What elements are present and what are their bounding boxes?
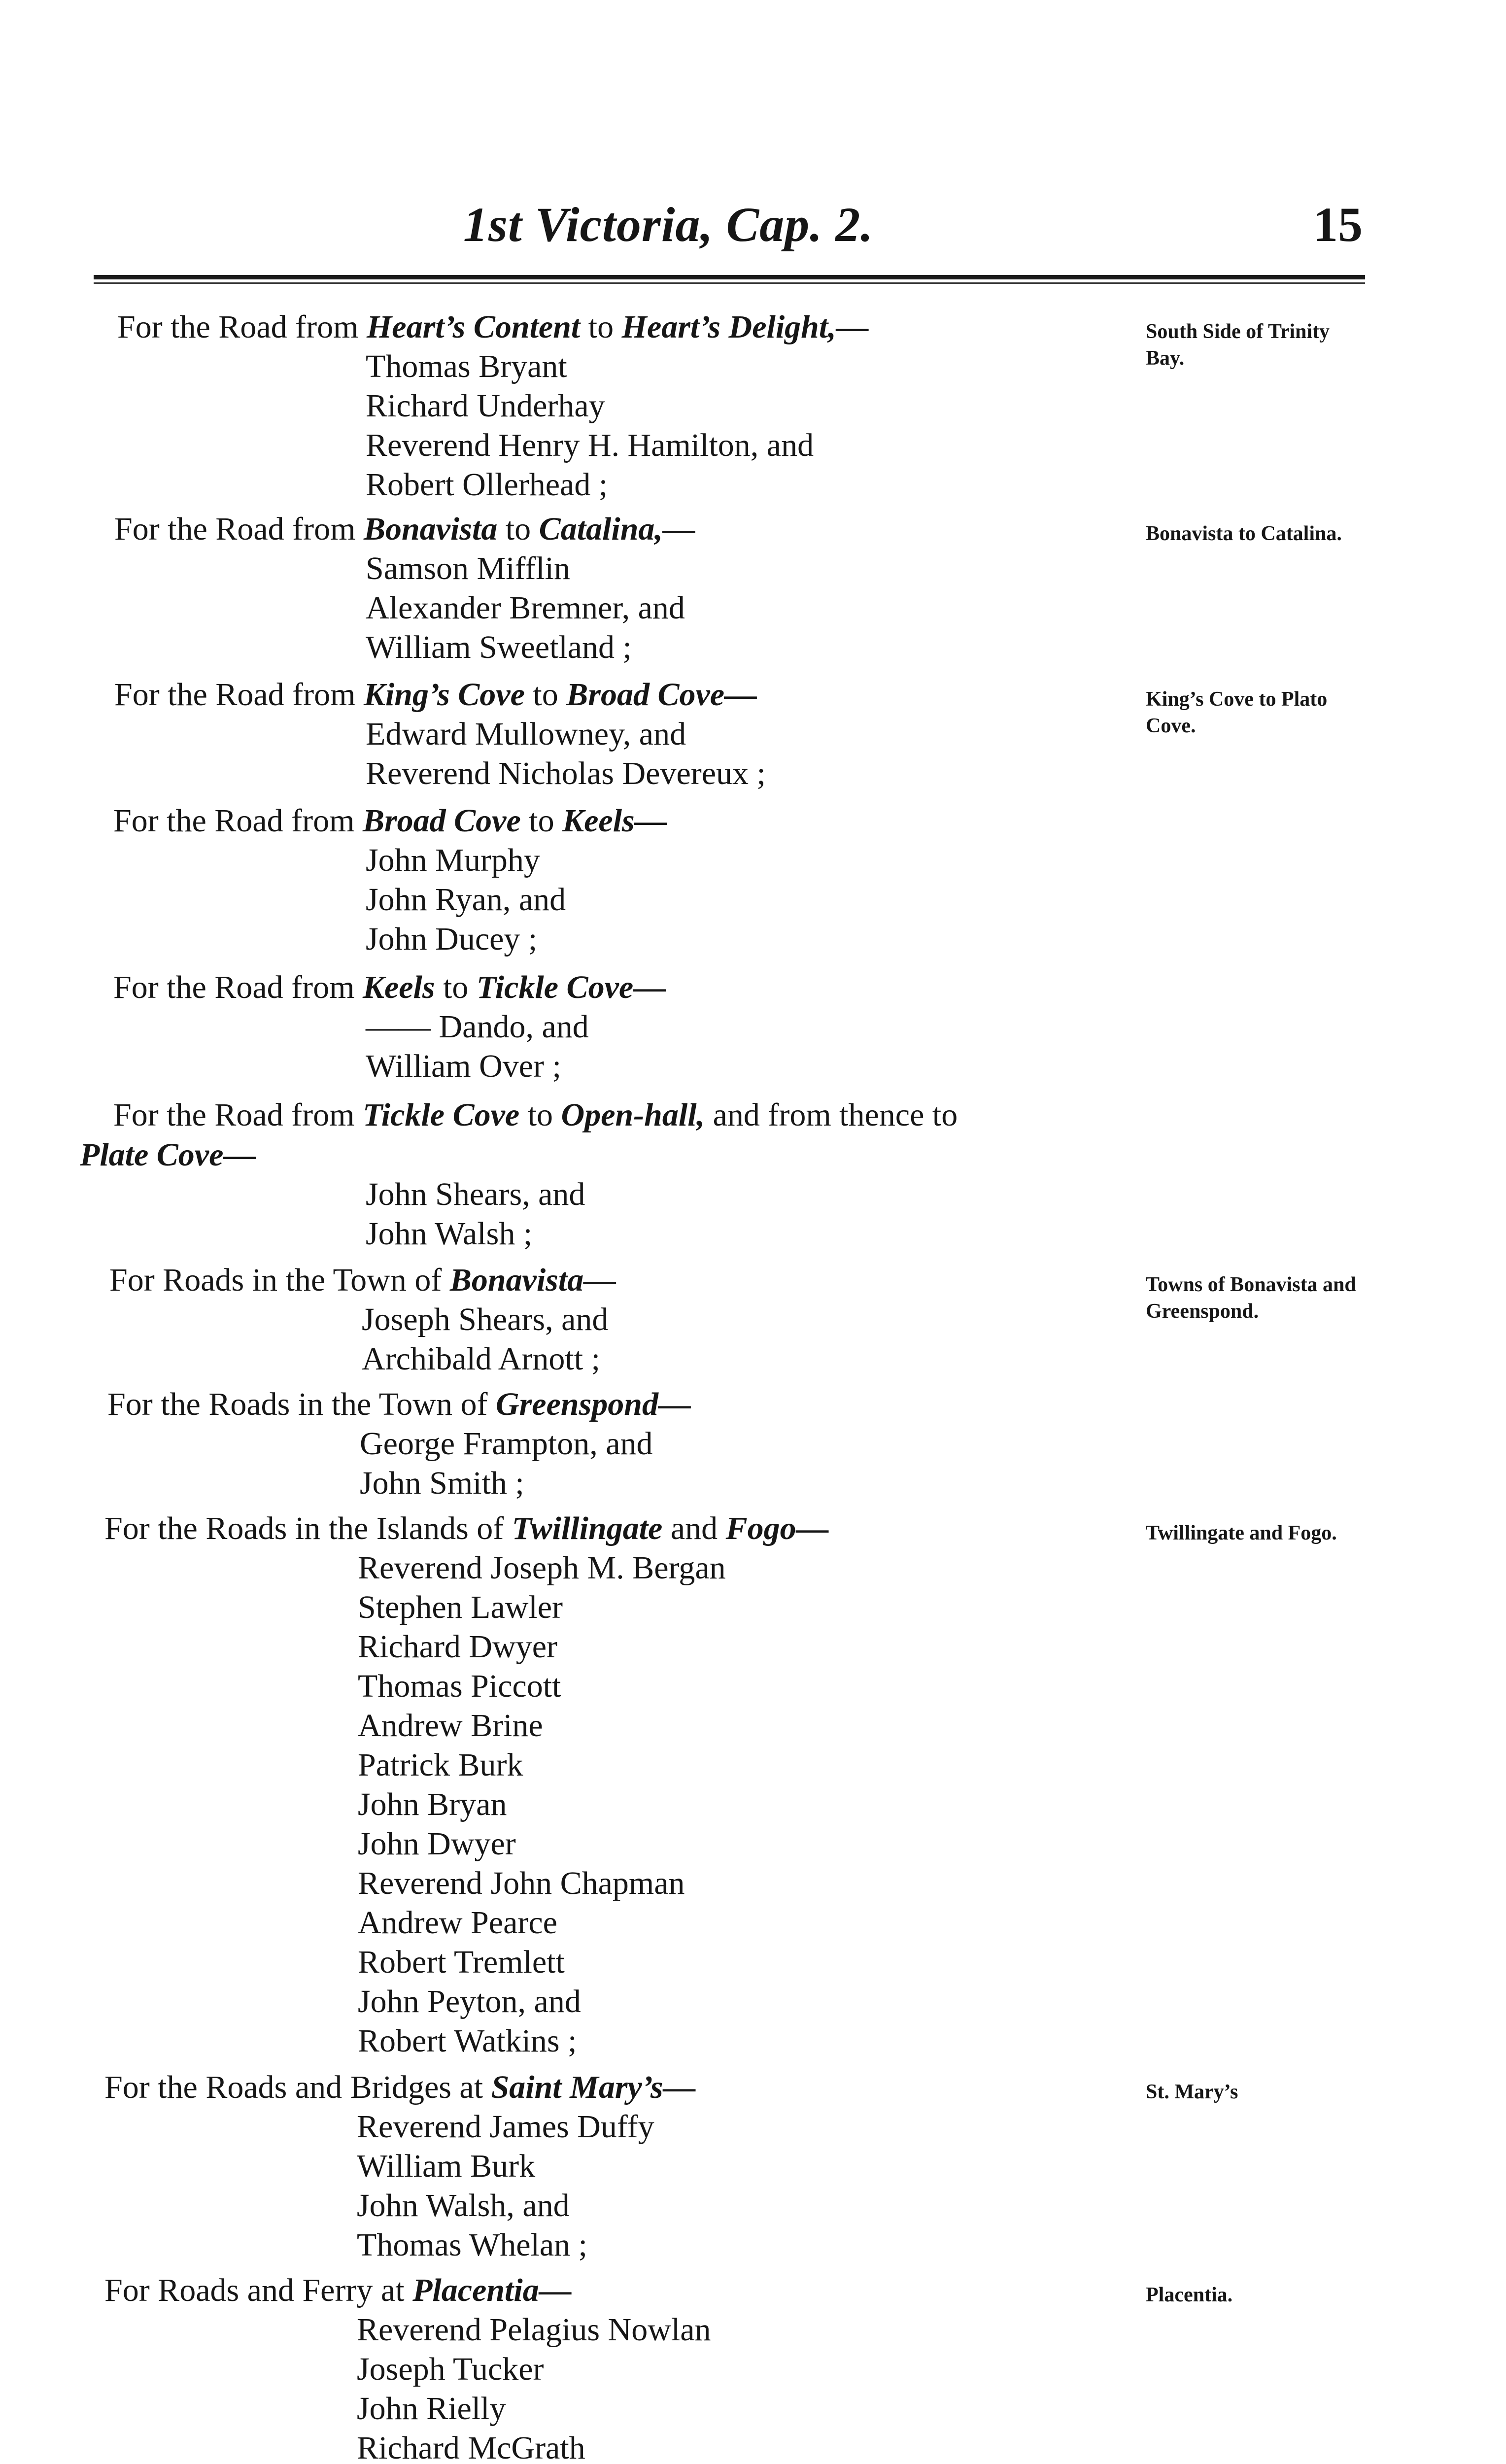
margin-note: King’s Cove to Plato Cove. (1146, 688, 1328, 737)
commissioner-list (357, 2107, 1506, 2265)
road-entry (0, 1509, 1506, 2061)
commissioner-list (358, 1548, 1506, 2061)
commissioner-name: Andrew Pearce (358, 1905, 557, 1941)
place-name: Bonavista (363, 511, 498, 547)
margin-note: Placentia. (1146, 2284, 1233, 2306)
commissioner-name: Joseph Shears, and (362, 1301, 609, 1337)
commissioner-list (366, 1007, 1506, 1086)
place-name: Keels (362, 969, 435, 1005)
page-header (0, 196, 1506, 260)
commissioner-name: Richard Underhay (366, 388, 605, 424)
commissioner-name: George Frampton, and (360, 1426, 653, 1462)
place-name: Greenspond— (495, 1386, 691, 1422)
commissioner-list (366, 549, 1506, 667)
place-name: King’s Cove (363, 677, 525, 713)
place-name: Placentia— (412, 2272, 572, 2308)
commissioner-name: Thomas Whelan ; (357, 2227, 587, 2263)
commissioner-name: Richard McGrath (357, 2430, 585, 2464)
commissioner-name: John Walsh ; (366, 1216, 533, 1252)
place-name: Catalina,— (539, 511, 695, 547)
place-name: Twillingate (512, 1510, 663, 1546)
page-number: 15 (1313, 197, 1363, 252)
page-body (0, 301, 1506, 2464)
commissioner-name: John Dwyer (358, 1826, 516, 1862)
commissioner-name: Reverend Henry H. Hamilton, and (366, 427, 814, 463)
commissioner-list (360, 1424, 1506, 1503)
road-entry (0, 1095, 1506, 1254)
commissioner-name: John Ducey ; (366, 921, 538, 957)
commissioner-name: Reverend John Chapman (358, 1865, 685, 1901)
road-entry (0, 510, 1506, 667)
commissioner-list (366, 1175, 1506, 1254)
place-name: Broad Cove— (566, 677, 757, 713)
road-prefix: For the Roads in the Islands of (104, 1510, 512, 1546)
road-entry (0, 1261, 1506, 1379)
commissioner-name: Reverend Pelagius Nowlan (357, 2312, 711, 2348)
road-entry (0, 2271, 1506, 2464)
running-title: 1st Victoria, Cap. 2. (463, 197, 874, 252)
commissioner-name: Patrick Burk (358, 1747, 523, 1783)
road-connector: to (524, 677, 567, 713)
road-entry (0, 675, 1506, 793)
commissioner-name: Robert Ollerhead ; (366, 467, 608, 503)
road-prefix: For the Roads in the Town of (107, 1386, 496, 1422)
road-prefix: For Roads in the Town of (109, 1262, 450, 1298)
commissioner-name: Andrew Brine (358, 1708, 543, 1744)
commissioner-name: —— Dando, and (366, 1009, 589, 1045)
road-prefix: For the Roads and Bridges at (104, 2069, 491, 2105)
road-heading-continued (0, 1135, 1506, 1175)
commissioner-name: John Bryan (358, 1786, 507, 1822)
road-entry (0, 801, 1506, 959)
road-prefix: For the Road from (114, 511, 364, 547)
commissioner-name: Thomas Piccott (358, 1668, 561, 1704)
place-name: Tickle Cove (362, 1097, 520, 1133)
commissioner-name: John Shears, and (366, 1176, 585, 1212)
road-heading (0, 1385, 1506, 1424)
road-heading (0, 1095, 1198, 1135)
road-connector: and (662, 1510, 726, 1546)
road-prefix: For Roads and Ferry at (104, 2272, 413, 2308)
place-name: Broad Cove (362, 803, 521, 839)
road-prefix: For the Road from (113, 1097, 363, 1133)
commissioner-name: William Over ; (366, 1048, 561, 1084)
commissioner-name: Archibald Arnott ; (362, 1341, 600, 1377)
road-connector: to (497, 511, 539, 547)
road-suffix: and from thence to (705, 1097, 958, 1133)
place-name: Saint Mary’s— (491, 2069, 696, 2105)
margin-note: St. Mary’s (1146, 2081, 1238, 2103)
place-name: Open-hall, (561, 1097, 705, 1133)
road-prefix: For the Road from (114, 677, 364, 713)
road-entry (0, 968, 1506, 1086)
margin-note: Towns of Bonavista and Greenspond. (1146, 1273, 1356, 1323)
commissioner-name: William Burk (357, 2148, 536, 2184)
place-name: Keels— (562, 803, 667, 839)
margin-note: Bonavista to Catalina. (1146, 522, 1342, 545)
commissioner-name: Alexander Bremner, and (366, 590, 685, 626)
commissioner-name: Robert Tremlett (358, 1944, 565, 1980)
commissioner-name: John Ryan, and (366, 882, 566, 918)
place-name: Heart’s Delight,— (621, 309, 869, 345)
header-rule (94, 275, 1365, 284)
commissioner-name: John Walsh, and (357, 2188, 570, 2224)
commissioner-list (357, 2310, 1506, 2464)
commissioner-name: John Peyton, and (358, 1984, 581, 2019)
road-connector: to (435, 969, 477, 1005)
commissioner-list (366, 841, 1506, 959)
commissioner-name: William Sweetland ; (366, 629, 632, 665)
road-prefix: For the Road from (113, 803, 363, 839)
road-connector: to (519, 1097, 561, 1133)
road-entry (0, 1385, 1506, 1503)
place-name: Fogo— (725, 1510, 829, 1546)
commissioner-name: Robert Watkins ; (358, 2023, 577, 2059)
road-entry (0, 308, 1506, 505)
road-prefix: For the Road from (113, 969, 363, 1005)
commissioner-name: John Rielly (357, 2391, 506, 2427)
commissioner-name: Reverend Joseph M. Bergan (358, 1550, 726, 1586)
road-heading (0, 968, 1506, 1007)
margin-note: Twillingate and Fogo. (1146, 1522, 1337, 1544)
commissioner-name: Richard Dwyer (358, 1629, 558, 1665)
road-connector: to (580, 309, 622, 345)
road-heading (0, 801, 1506, 841)
commissioner-name: Joseph Tucker (357, 2351, 544, 2387)
commissioner-name: John Murphy (366, 842, 540, 878)
commissioner-name: John Smith ; (360, 1465, 524, 1501)
commissioner-name: Reverend James Duffy (357, 2109, 654, 2145)
road-connector: to (520, 803, 563, 839)
commissioner-name: Edward Mullowney, and (366, 716, 686, 752)
commissioner-name: Samson Mifflin (366, 550, 570, 586)
place-name: Tickle Cove— (476, 969, 666, 1005)
commissioner-name: Stephen Lawler (358, 1589, 563, 1625)
commissioner-name: Thomas Bryant (366, 348, 567, 384)
commissioner-name: Reverend Nicholas Devereux ; (366, 755, 766, 791)
place-name: Bonavista— (449, 1262, 616, 1298)
margin-note: South Side of Trinity Bay. (1146, 320, 1330, 370)
road-entry (0, 2068, 1506, 2265)
place-name: Plate Cove— (80, 1137, 256, 1173)
place-name: Heart’s Content (366, 309, 581, 345)
road-prefix: For the Road from (117, 309, 367, 345)
